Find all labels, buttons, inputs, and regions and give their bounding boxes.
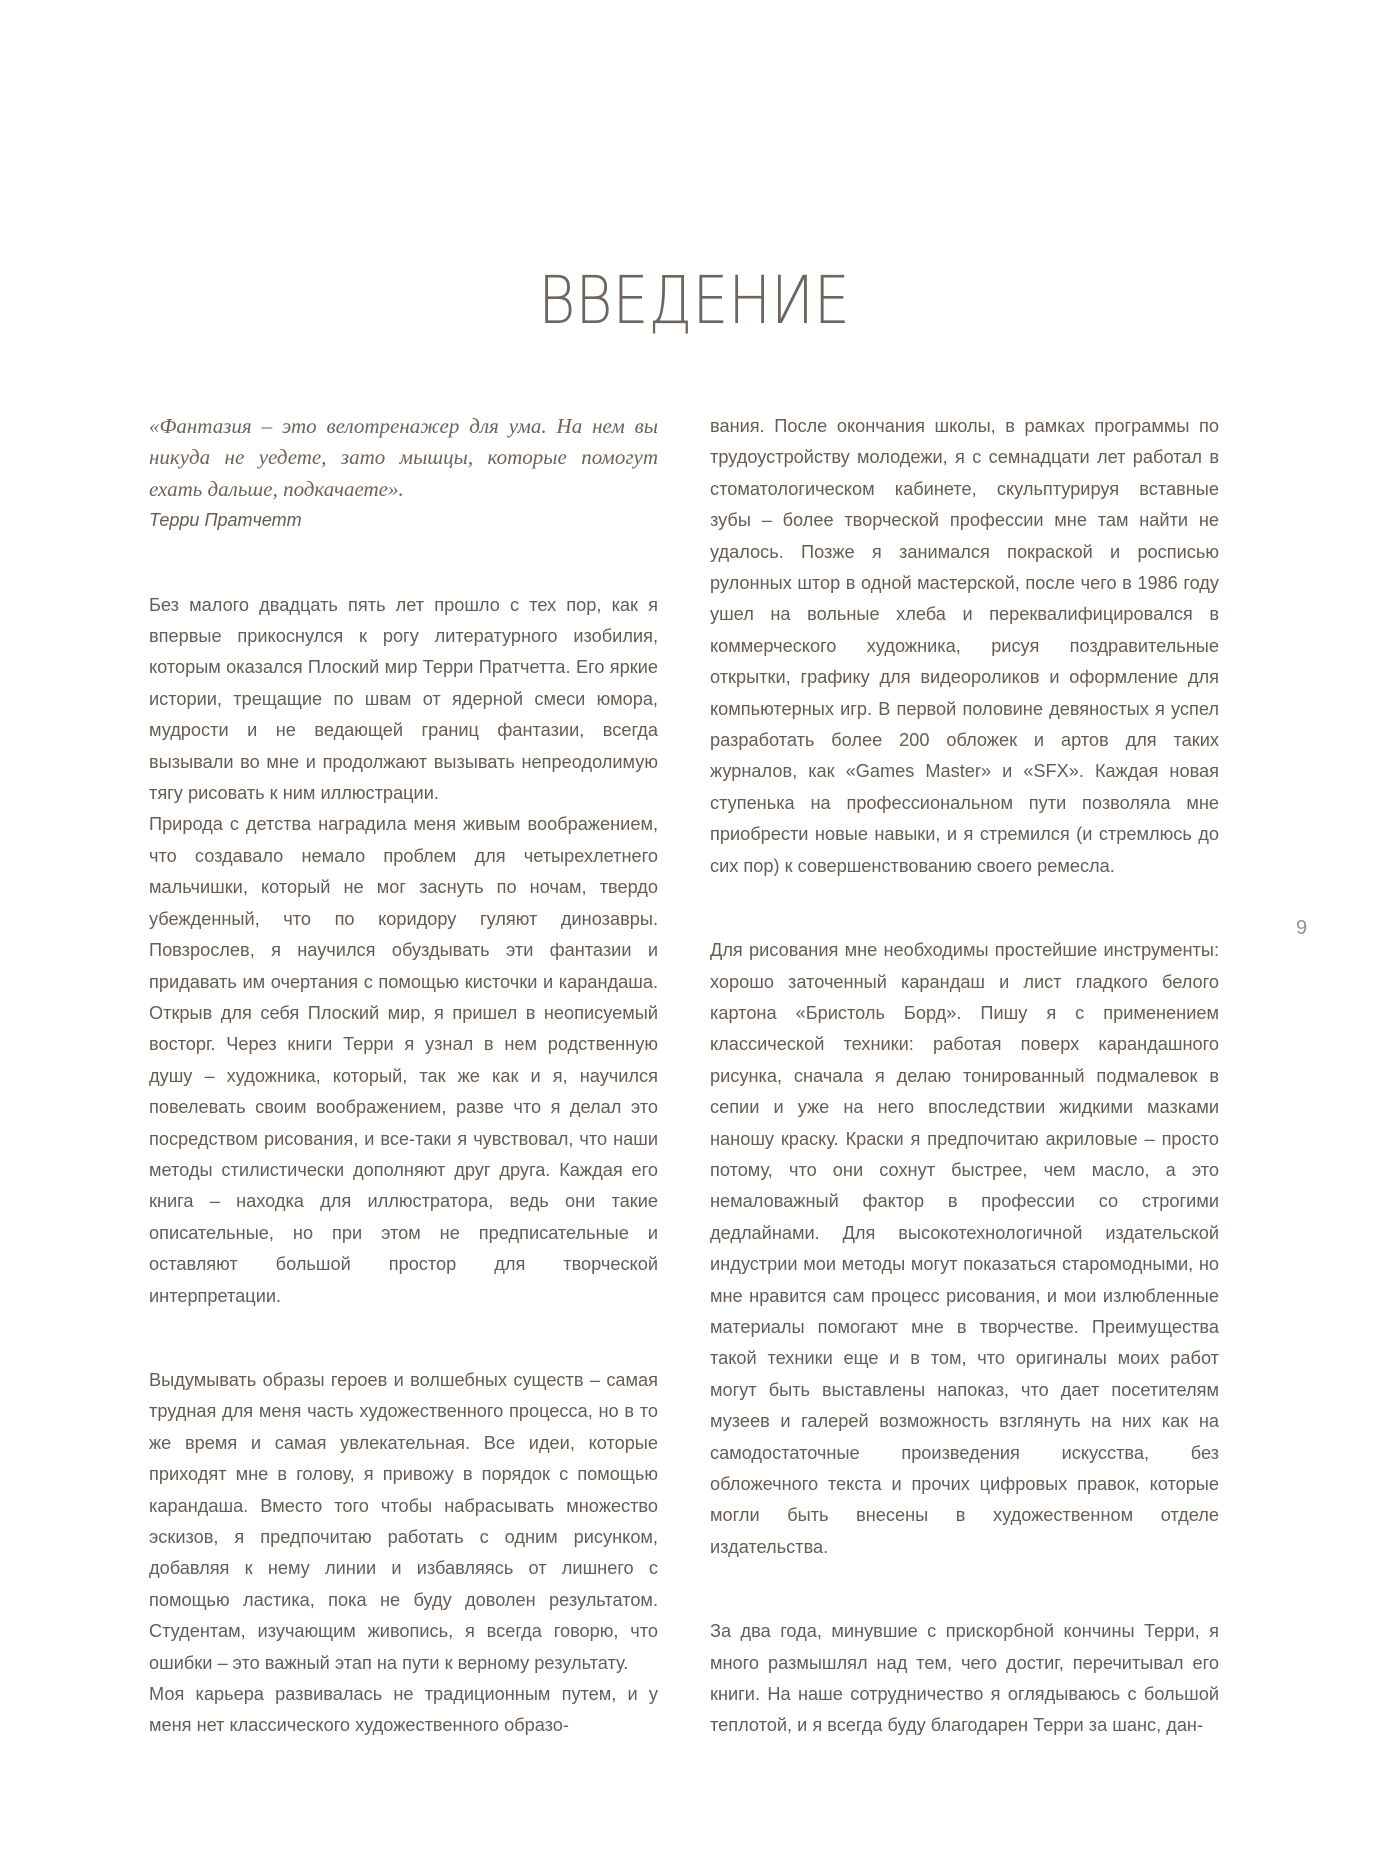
left-paragraph-1: Без малого двадцать пять лет прошло с тех пор, как я впервые прикоснулся к рогу литературного изобилия, которым оказался Плоский мир Терри Пратчетта. Его яркие истории, трещащие по швам от ядерной смеси юмора, мудрости и не ведающей границ фантазии, всегда вызывали во мне и продолжают вызывать непреодолимую тягу рисовать к ним иллюстрации.: [149, 594, 658, 804]
left-paragraph-3: Выдумывать образы героев и волшебных существ – самая трудная для меня часть художественного процесса, но в то же время и самая увлекательная. Все идеи, которые приходят мне в голову, я привожу в порядок с помощью карандаша. Вместо того чтобы набрасывать множество эскизов, я предпочитаю работать с одним рисунком, добавляя к нему линии и избавляясь от лишнего с помощью ластика, пока не буду доволен результатом. Студентам, изучающим живопись, я всегда говорю, что ошибки – это важный этап на пути к верному результату.: [149, 1369, 658, 1673]
left-column: [149, 411, 658, 1742]
right-paragraph-3: За два года, минувшие с прискорбной кончины Терри, я много размышлял над тем, чего достиг, перечитывал его книги. На наше сотрудничество я оглядываюсь с большой теплотой, и я всегда буду благодарен Терри за шанс, дан-: [710, 1621, 1219, 1736]
right-column: [710, 411, 1219, 1742]
page-number: 9: [1296, 917, 1308, 939]
epigraph-author: Терри Пратчетт: [149, 510, 302, 531]
right-paragraph-1: вания. После окончания школы, в рамках программы по трудоустройству молодежи, я с семнадцати лет работал в стоматологическом кабинете, скульптурируя вставные зубы – более творческой профессии мне там найти не удалось. Позже я занимался покраской и росписью рулонных штор в одной мастерской, после чего в 1986 году ушел на вольные хлеба и переквалифицировался в коммерческого художника, рисуя поздравительные открытки, графику для видеороликов и оформление для компьютерных игр. В первой половине девяностых я успел разработать более 200 обложек и артов для таких журналов, как «Games Master» и «SFX». Каждая новая ступенька на профессиональном пути позволяла мне приобрести новые навыки, и я стремился (и стремлюсь до сих пор) к совершенствованию своего ремесла.: [710, 416, 1219, 876]
right-paragraph-2: Для рисования мне необходимы простейшие инструменты: хорошо заточенный карандаш и лист гладкого белого картона «Бристоль Борд». Пишу я с применением классической техники: работая поверх карандашного рисунка, сначала я делаю тонированный подмалевок в сепии и уже на него впоследствии жидкими мазками наношу краску. Краски я предпочитаю акриловые – просто потому, что они сохнут быстрее, чем масло, а это немаловажный фактор в профессии со строгими дедлайнами. Для высокотехнологичной издательской индустрии мои методы могут показаться старомодными, но мне нравится сам процесс рисования, и мои излюбленные материалы помогают мне в творчестве. Преимущества такой техники еще и в том, что оригиналы моих работ могут быть выставлены напоказ, что дает посетителям музеев и галерей возможность взглянуть на них как на самодостаточные произведения искусства, без обложечного текста и прочих цифровых правок, которые могли быть внесены в художественном отделе издательства.: [710, 940, 1219, 1557]
left-paragraph-2: Природа с детства наградила меня живым воображением, что создавало немало проблем для четырехлетнего мальчишки, который не мог заснуть по ночам, твердо убежденный, что по коридору гуляют динозавры. Повзрослев, я научился обуздывать эти фантазии и придавать им очертания с помощью кисточки и карандаша. Открыв для себя Плоский мир, я пришел в неописуемый восторг. Через книги Терри я узнал в нем родственную душу – художника, который, так же как и я, научился повелевать своим воображением, разве что я делал это посредством рисования, и все-таки я чувствовал, что наши методы стилистически дополняют друг друга. Каждая его книга – находка для иллюстратора, ведь они такие описательные, но при этом не предписательные и оставляют большой простор для творческой интерпретации.: [149, 814, 658, 1306]
left-paragraph-4: Моя карьера развивалась не традиционным путем, и у меня нет классического художественного образо-: [149, 1684, 658, 1736]
epigraph-quote: «Фантазия – это велотренажер для ума. На нем вы никуда не уедете, зато мышцы, которые помогут ехать дальше, подкачаете».: [149, 414, 658, 501]
page-title: ВВЕДЕНИЕ: [538, 262, 850, 339]
